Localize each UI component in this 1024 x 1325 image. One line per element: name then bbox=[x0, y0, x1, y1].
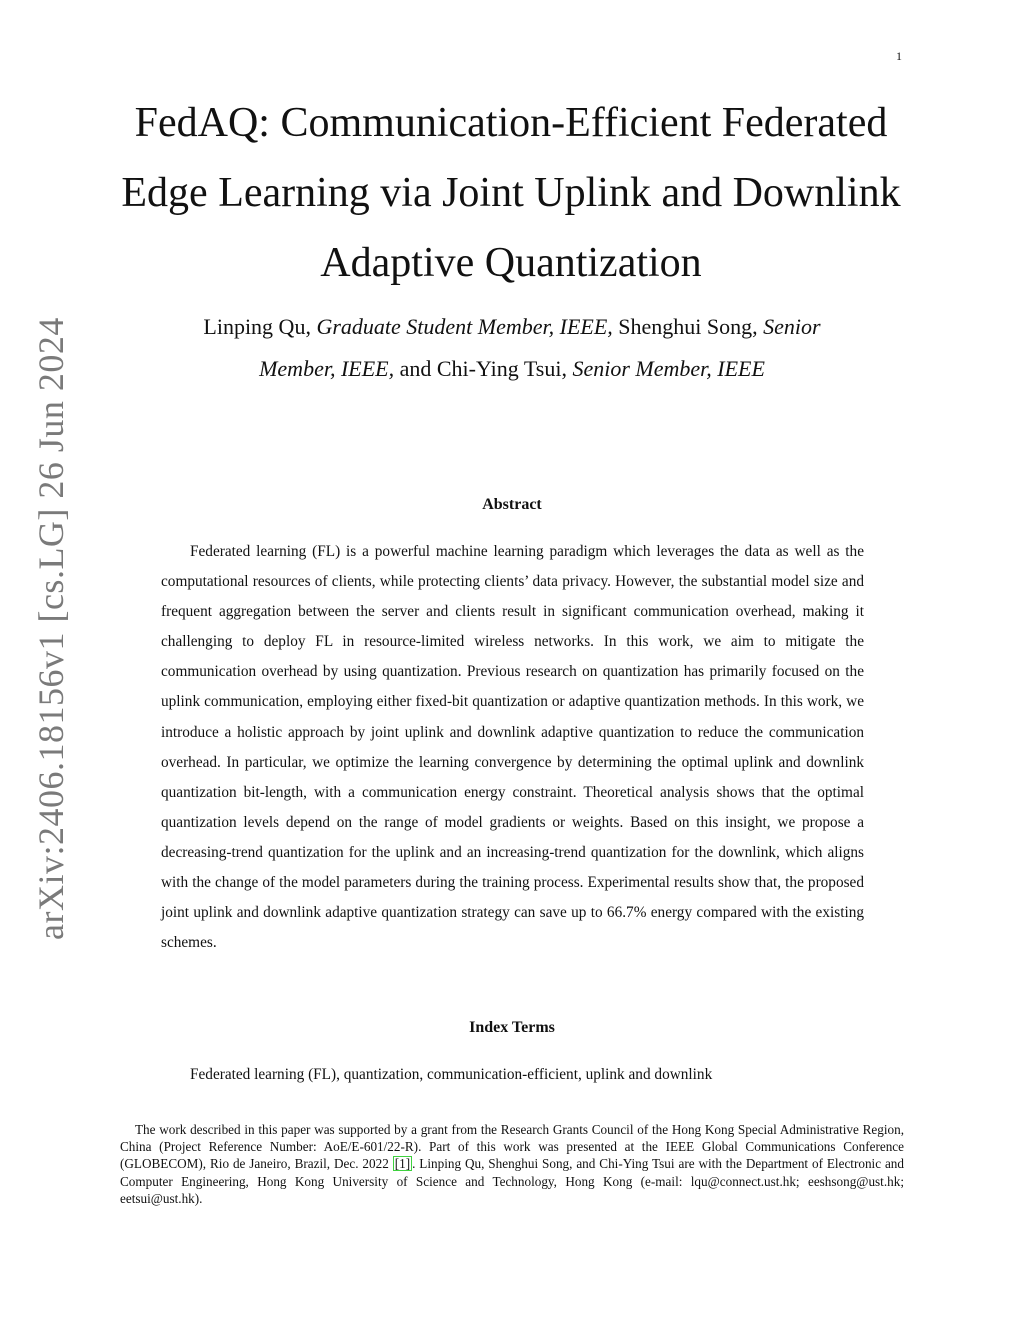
index-terms-heading: Index Terms bbox=[469, 1019, 555, 1036]
author-list bbox=[110, 306, 914, 390]
author-affiliation: Member, IEEE, bbox=[259, 356, 395, 381]
title-line: Edge Learning via Joint Uplink and Downlink bbox=[121, 170, 901, 216]
author-affiliation: Graduate Student Member, IEEE, bbox=[316, 314, 613, 339]
author-line-2 bbox=[110, 348, 914, 390]
author-name: and Chi-Ying Tsui, bbox=[394, 356, 573, 381]
abstract-heading: Abstract bbox=[482, 496, 542, 513]
author-affiliation: Senior bbox=[763, 314, 821, 339]
author-name: Shenghui Song, bbox=[612, 314, 764, 339]
page-number: 1 bbox=[896, 49, 902, 63]
index-terms-text: Federated learning (FL), quantization, communication-efficient, uplink and downlink bbox=[190, 1066, 713, 1083]
abstract-text: Federated learning (FL) is a powerful machine learning paradigm which leverages the data as well as the computational resources of clients, while protecting clients’ data privacy. However, the substantial model size and frequent aggregation between the server and clients result in significant communication overhead, making it challenging to deploy FL in resource-limited wireless networks. In this work, we aim to mitigate the communication overhead by using quantization. Previous research on quantization has primarily focused on the uplink communication, employing either fixed-bit quantization or adaptive quantization methods. In this work, we introduce a holistic approach by joint uplink and downlink adaptive quantization to reduce the communication overhead. In particular, we optimize the learning convergence by determining the optimal uplink and downlink quantization bit-length, with a communication energy constraint. Theoretical analysis shows that the optimal quantization levels depend on the range of model gradients or weights. Based on this insight, we propose a decreasing-trend quantization for the uplink and an increasing-trend quantization for the downlink, which aligns with the change of the model parameters during the training process. Experimental results show that, the proposed joint uplink and downlink adaptive quantization strategy can save up to 66.7% energy compared with the existing schemes. bbox=[161, 543, 864, 952]
title-line: Adaptive Quantization bbox=[320, 240, 702, 286]
paper-title bbox=[100, 88, 922, 298]
author-affiliation: Senior Member, IEEE bbox=[572, 356, 765, 381]
title-line: FedAQ: Communication-Efficient Federated bbox=[134, 100, 888, 146]
arxiv-identifier-stamp[interactable]: arXiv:2406.18156v1 [cs.LG] 26 Jun 2024 bbox=[31, 317, 71, 940]
citation-link[interactable]: [1] bbox=[394, 1156, 411, 1172]
footnote-text: The work described in this paper was supported by a grant from the Research Grants Council of the Hong Kong Special Administrative Region, China (Project Reference Number: AoE/E-601/22-R). Part of this work was presented at the IEEE Global Communications Conference (GLOBECOM), Rio de Janeiro, Brazil, Dec. 2022 bbox=[120, 1122, 904, 1172]
funding-footnote bbox=[120, 1121, 904, 1207]
author-line-1 bbox=[110, 306, 914, 348]
author-name: Linping Qu, bbox=[203, 314, 317, 339]
footnote-text: . Linping Qu, Shenghui Song, and Chi-Ying Tsui are with the Department of Electronic and Computer Engineering, Hong Kong University of Science and Technology, Hong Kong (e-mail: lqu@connect.ust.hk; eeshsong@ust.hk; eetsui@ust.hk). bbox=[120, 1156, 904, 1206]
